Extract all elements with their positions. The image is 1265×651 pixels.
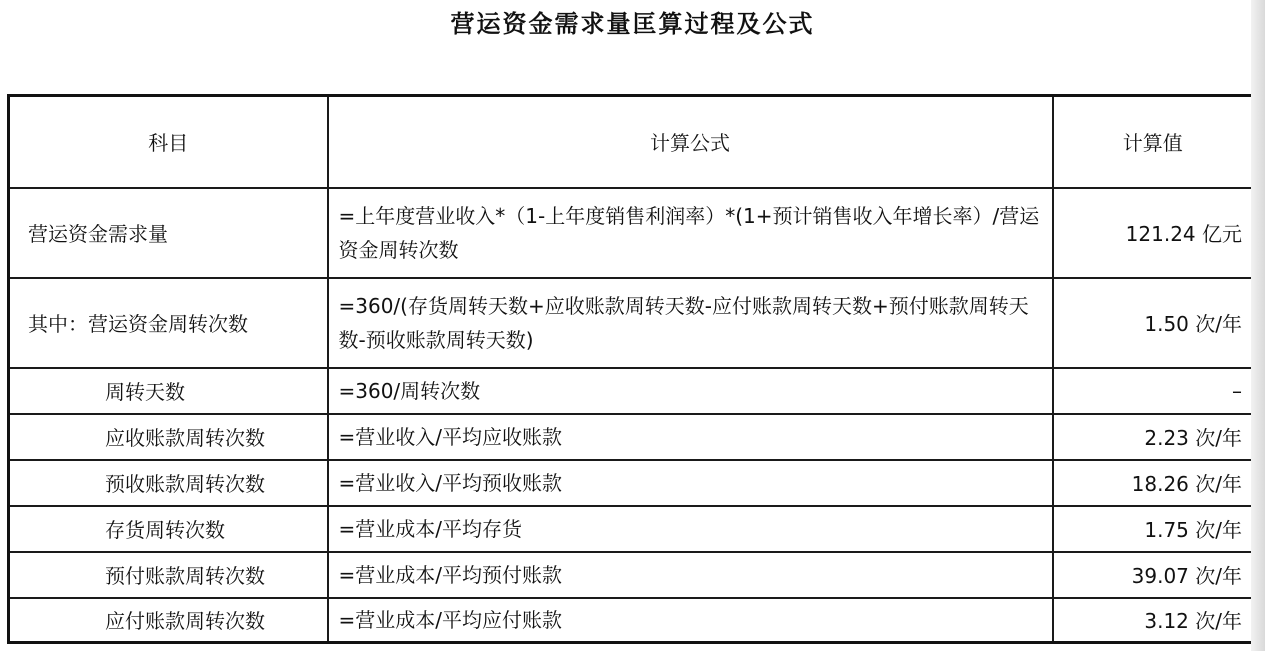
header-value: 计算值 bbox=[1053, 96, 1254, 188]
page-title: 营运资金需求量匡算过程及公式 bbox=[450, 10, 815, 38]
row-formula: =营业成本/平均应付账款 bbox=[328, 598, 1053, 643]
row-formula: =营业成本/平均预付账款 bbox=[328, 552, 1053, 598]
header-subject: 科目 bbox=[9, 96, 328, 188]
row-value: 1.50 次/年 bbox=[1053, 278, 1254, 368]
page-edge-shadow bbox=[1251, 0, 1265, 651]
row-value: 121.24 亿元 bbox=[1053, 188, 1254, 278]
table-row bbox=[9, 506, 1254, 552]
row-subject: 应收账款周转次数 bbox=[9, 414, 328, 460]
row-value: 18.26 次/年 bbox=[1053, 460, 1254, 506]
row-subject: 存货周转次数 bbox=[9, 506, 328, 552]
table-row bbox=[9, 414, 1254, 460]
row-formula: =360/(存货周转天数+应收账款周转天数-应付账款周转天数+预付账款周转天数-预收账款周转天数) bbox=[328, 278, 1053, 368]
row-formula: =营业收入/平均预收账款 bbox=[328, 460, 1053, 506]
row-subject: 应付账款周转次数 bbox=[9, 598, 328, 643]
table-row bbox=[9, 552, 1254, 598]
working-capital-table bbox=[7, 94, 1255, 644]
table-row bbox=[9, 598, 1254, 643]
row-subject: 预收账款周转次数 bbox=[9, 460, 328, 506]
table-row bbox=[9, 368, 1254, 414]
table-row bbox=[9, 460, 1254, 506]
table-header-row bbox=[9, 96, 1254, 188]
row-formula: =360/周转次数 bbox=[328, 368, 1053, 414]
row-subject: 预付账款周转次数 bbox=[9, 552, 328, 598]
row-value: 1.75 次/年 bbox=[1053, 506, 1254, 552]
table-row bbox=[9, 188, 1254, 278]
row-formula: =营业收入/平均应收账款 bbox=[328, 414, 1053, 460]
row-value: 39.07 次/年 bbox=[1053, 552, 1254, 598]
row-formula: =上年度营业收入*（1-上年度销售利润率）*(1+预计销售收入年增长率）/营运资金周转次数 bbox=[328, 188, 1053, 278]
row-value: 2.23 次/年 bbox=[1053, 414, 1254, 460]
header-formula: 计算公式 bbox=[328, 96, 1053, 188]
table-row bbox=[9, 278, 1254, 368]
row-value: 3.12 次/年 bbox=[1053, 598, 1254, 643]
row-subject: 周转天数 bbox=[9, 368, 328, 414]
row-subject: 其中：营运资金周转次数 bbox=[9, 278, 328, 368]
row-subject: 营运资金需求量 bbox=[9, 188, 328, 278]
row-formula: =营业成本/平均存货 bbox=[328, 506, 1053, 552]
row-value: – bbox=[1053, 368, 1254, 414]
